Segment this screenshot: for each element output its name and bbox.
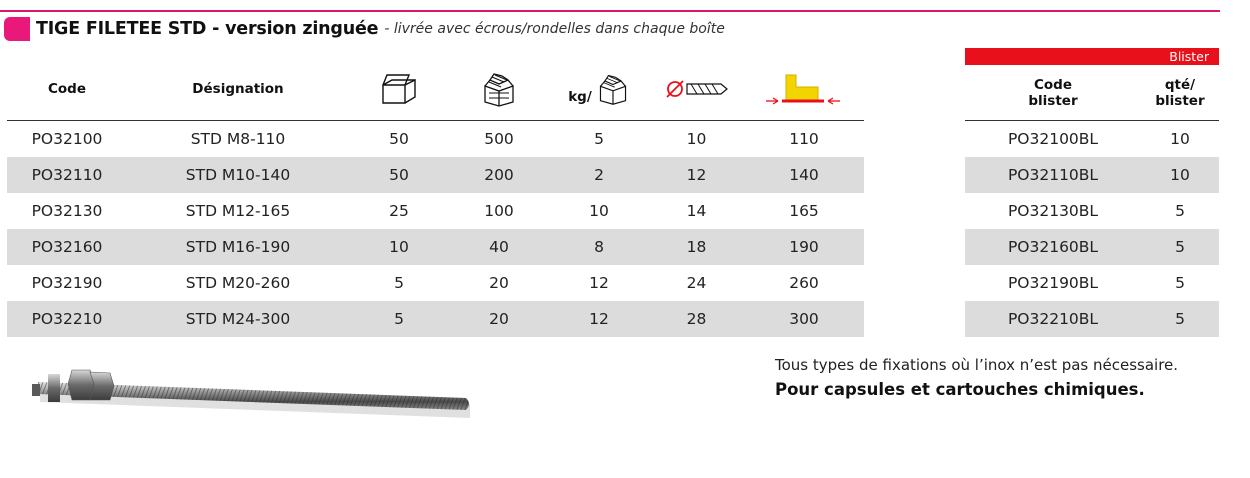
cell-diameter: 24 <box>686 274 707 292</box>
cell-carton: 500 <box>484 130 514 148</box>
cell-blister-qty: 5 <box>1141 229 1219 265</box>
header-code: Code <box>7 58 127 121</box>
cell-kg: 12 <box>589 274 609 292</box>
cell-box: 5 <box>349 301 449 337</box>
cell-blister-qty: 5 <box>1175 202 1185 220</box>
header-qty-blister-line2: blister <box>1155 92 1205 109</box>
cell-diameter: 10 <box>686 130 707 148</box>
cell-designation: STD M12-165 <box>185 202 291 220</box>
cell-code: PO32100 <box>31 130 103 148</box>
product-note <box>775 356 1178 399</box>
cell-diameter: 28 <box>649 301 744 337</box>
table-row <box>7 229 864 265</box>
blister-row <box>965 265 1219 301</box>
cell-code: PO32210 <box>7 301 127 337</box>
cell-code: PO32130 <box>31 202 103 220</box>
blister-row <box>965 121 1219 158</box>
cell-designation: STD M10-140 <box>127 157 349 193</box>
cell-blister-code: PO32160BL <box>965 229 1141 265</box>
cell-length: 300 <box>744 301 864 337</box>
cell-length: 110 <box>789 130 819 148</box>
cell-designation: STD M16-190 <box>127 229 349 265</box>
anchor-length-icon <box>744 58 864 121</box>
cell-box: 50 <box>389 130 409 148</box>
cell-designation: STD M24-300 <box>127 301 349 337</box>
cell-blister-code: PO32100BL <box>1007 130 1099 148</box>
blister-row <box>965 229 1219 265</box>
blister-row <box>965 157 1219 193</box>
blister-badge: Blister <box>965 48 1219 65</box>
cell-carton: 40 <box>449 229 549 265</box>
cell-length: 165 <box>789 202 819 220</box>
cell-carton: 100 <box>484 202 514 220</box>
cell-code: PO32110 <box>7 157 127 193</box>
header-code-blister-line2: blister <box>1028 92 1078 109</box>
cell-kg: 5 <box>594 130 604 148</box>
section-marker <box>4 17 30 41</box>
cell-box: 10 <box>349 229 449 265</box>
cell-blister-code: PO32210BL <box>965 301 1141 337</box>
table-row <box>7 265 864 301</box>
cell-blister-qty: 10 <box>1170 130 1190 148</box>
cell-designation: STD M20-260 <box>185 274 291 292</box>
drill-diameter-icon <box>649 58 744 121</box>
cell-length: 260 <box>789 274 819 292</box>
cell-carton: 20 <box>489 274 509 292</box>
cell-kg: 12 <box>549 301 649 337</box>
cell-blister-qty: 5 <box>1141 301 1219 337</box>
threaded-rod-image <box>30 360 480 430</box>
weight-carton-icon <box>596 71 630 107</box>
header-qty-blister <box>1141 65 1219 121</box>
cell-code: PO32190 <box>31 274 103 292</box>
title-main: TIGE FILETEE STD - version zinguée <box>36 19 379 39</box>
cell-designation: STD M8-110 <box>190 130 286 148</box>
cell-kg: 2 <box>549 157 649 193</box>
cell-box: 25 <box>389 202 409 220</box>
cell-length: 140 <box>744 157 864 193</box>
header-rule <box>0 10 1220 12</box>
blister-row <box>965 301 1219 337</box>
weight-carton-header <box>549 58 649 121</box>
title-subtitle: - livrée avec écrous/rondelles dans chaque boîte <box>384 21 725 37</box>
cell-length: 190 <box>744 229 864 265</box>
header-kg: kg/ <box>568 89 592 105</box>
table-row <box>7 193 864 229</box>
cell-carton: 20 <box>449 301 549 337</box>
cell-blister-qty: 10 <box>1141 157 1219 193</box>
cell-box: 50 <box>349 157 449 193</box>
section-title <box>4 16 725 42</box>
blister-table <box>965 48 1219 337</box>
cell-diameter: 14 <box>686 202 707 220</box>
cell-box: 5 <box>394 274 404 292</box>
cell-blister-code: PO32130BL <box>1007 202 1099 220</box>
note-application: Pour capsules et cartouches chimiques. <box>775 380 1145 399</box>
cell-carton: 200 <box>449 157 549 193</box>
cell-code: PO32160 <box>7 229 127 265</box>
header-code-blister <box>965 65 1141 121</box>
cell-diameter: 12 <box>649 157 744 193</box>
table-row <box>7 301 864 337</box>
header-qty-blister-line1: qté/ <box>1164 76 1196 93</box>
header-designation: Désignation <box>127 58 349 121</box>
product-table <box>7 58 864 337</box>
cell-diameter: 18 <box>649 229 744 265</box>
cell-blister-code: PO32110BL <box>965 157 1141 193</box>
cell-blister-qty: 5 <box>1175 274 1185 292</box>
carton-box-icon <box>449 58 549 121</box>
small-box-icon <box>349 58 449 121</box>
blister-row <box>965 193 1219 229</box>
note-usage: Tous types de fixations où l’inox n’est pas nécessaire. <box>775 356 1179 374</box>
cell-kg: 8 <box>549 229 649 265</box>
table-row <box>7 121 864 158</box>
table-row <box>7 157 864 193</box>
header-code-blister-line1: Code <box>1033 76 1072 93</box>
cell-blister-code: PO32190BL <box>1007 274 1099 292</box>
cell-kg: 10 <box>589 202 609 220</box>
